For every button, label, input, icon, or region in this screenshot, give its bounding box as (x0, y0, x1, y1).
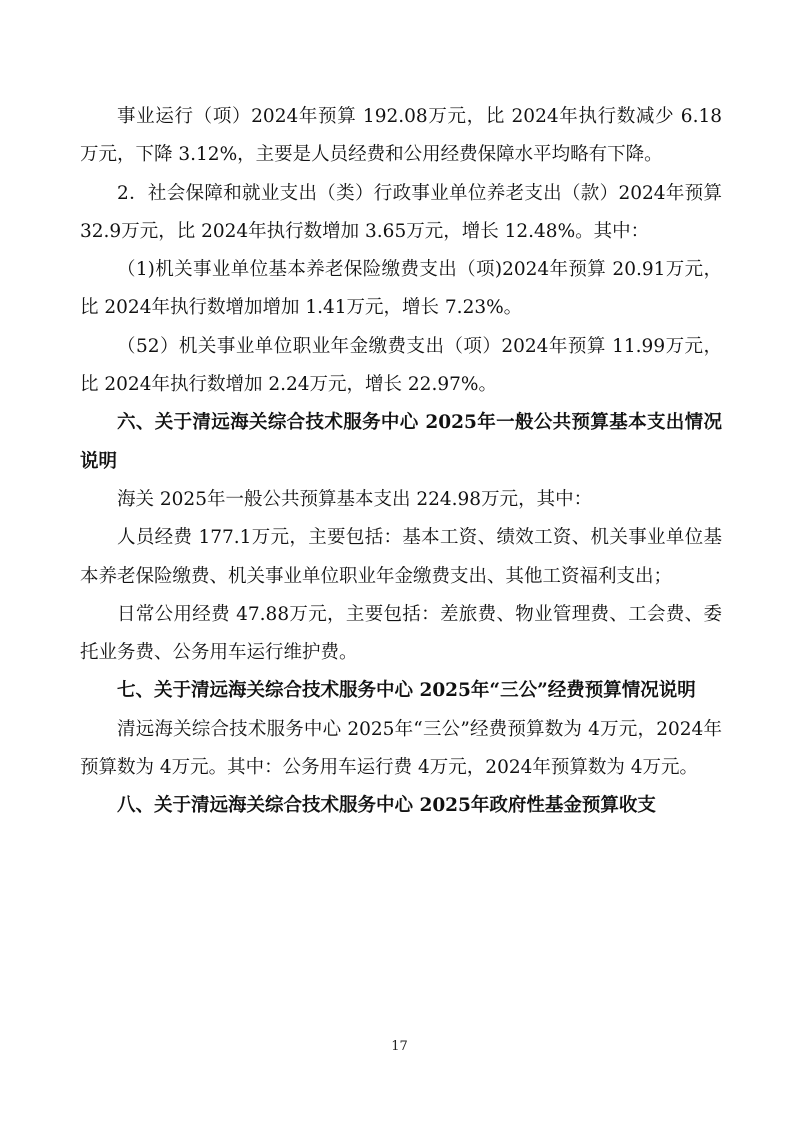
paragraph-basic-expenditure-total: 海关 2025年一般公共预算基本支出 224.98万元，其中： (117, 488, 593, 510)
paragraph-basic-pension: （1)机关事业单位基本养老保险缴费支出（项)2024年预算 20.91万元，比 2024年执行数增加增加 1.41万元，增长 7.23%。 (80, 259, 722, 319)
section-heading-three-public: 七、关于清远海关综合技术服务中心 2025年“三公”经费预算情况说明 (117, 680, 696, 702)
section-heading-basic-expenditure: 六、关于清远海关综合技术服务中心 2025年一般公共预算基本支出情况说明 (80, 412, 722, 472)
paragraph-personnel-expenses: 人员经费 177.1万元，主要包括：基本工资、绩效工资、机关事业单位基本养老保险缴费、机关事业单位职业年金缴费支出、其他工资福利支出； (80, 527, 722, 587)
page-number: 17 (391, 1039, 408, 1054)
paragraph-public-expenses: 日常公用经费 47.88万元，主要包括：差旅费、物业管理费、工会费、委托业务费、公务用车运行维护费。 (80, 603, 722, 664)
paragraph-occupational-annuity: （52）机关事业单位职业年金缴费支出（项）2024年预算 11.99万元，比 2024年执行数增加 2.24万元，增长 22.97%。 (80, 335, 722, 396)
paragraph-business-operation: 事业运行（项）2024年预算 192.08万元，比 2024年执行数减少 6.18万元，下降 3.12%，主要是人员经费和公用经费保障水平均略有下降。 (80, 106, 722, 166)
document-body (80, 98, 722, 826)
section-heading-government-fund: 八、关于清远海关综合技术服务中心 2025年政府性基金预算收支 (117, 795, 656, 817)
paragraph-social-security: 2．社会保障和就业支出（类）行政事业单位养老支出（款）2024年预算 32.9万元，比 2024年执行数增加 3.65万元，增长 12.48%。其中： (80, 182, 722, 242)
paragraph-three-public-budget: 清远海关综合技术服务中心 2025年“三公”经费预算数为 4万元，2024年预算数为 4万元。其中：公务用车运行费 4万元，2024年预算数为 4万元。 (80, 718, 722, 779)
